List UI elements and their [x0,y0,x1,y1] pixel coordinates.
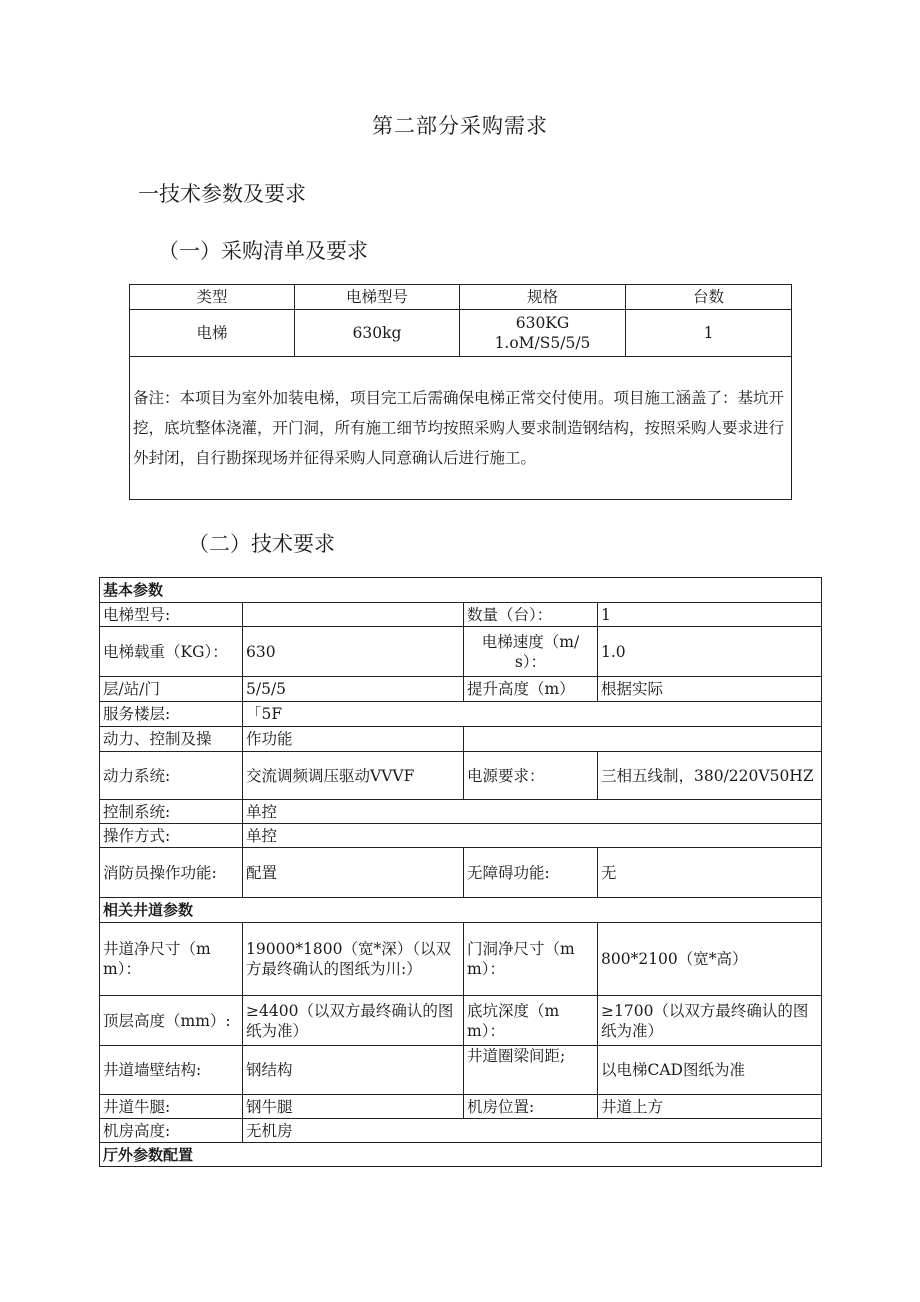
table-row [100,848,822,898]
header-spec: 规格 [460,285,626,310]
label-lift-height: 提升高度（m） [464,677,598,702]
label-accessibility: 无障碍功能: [464,848,598,898]
label-power-control: 动力、控制及操 [100,727,243,752]
label-elevator-model: 电梯型号: [100,603,243,627]
section-shaft-params: 相关井道参数 [100,898,822,923]
section-row-shaft [100,898,822,923]
label-top-height: 顶层高度（mm）: [100,996,243,1046]
header-type: 类型 [130,285,295,310]
value-top-height: ≥4400（以双方最终确认的图纸为准） [243,996,464,1046]
value-corbel: 钢牛腿 [243,1095,464,1119]
value-machine-room-pos: 井道上方 [598,1095,822,1119]
value-shaft-size: 19000*1800（宽*深）（以双方最终确认的图纸为川:） [243,923,464,996]
purchase-list-table [129,284,792,500]
label-ring-beam: 井道圈梁间距; [464,1046,598,1095]
table-row [100,824,822,848]
label-pit-depth: 底坑深度（mm）： [464,996,598,1046]
table-row [100,996,822,1046]
label-control-system: 控制系统: [100,800,243,824]
cell-count: 1 [626,310,792,357]
value-control-system: 单控 [243,800,822,824]
value-floors: 5/5/5 [243,677,464,702]
value-service-floors: 「5F [243,702,822,727]
value-elevator-model [243,603,464,627]
table-row [100,702,822,727]
value-ring-beam: 以电梯CAD图纸为准 [598,1046,822,1095]
label-speed: 电梯速度（m/s）： [464,627,598,677]
table-row [100,923,822,996]
label-firefighter: 消防员操作功能: [100,848,243,898]
value-speed: 1.0 [598,627,822,677]
table-row [100,1119,822,1143]
value-quantity: 1 [598,603,822,627]
header-count: 台数 [626,285,792,310]
table-row [100,727,822,752]
label-quantity: 数量（台）： [464,603,598,627]
section-heading-tech-params: 一技术参数及要求 [138,182,306,206]
spec-line-1: 630KG [515,314,570,332]
label-floors: 层/站/门 [100,677,243,702]
header-model: 电梯型号 [295,285,460,310]
value-wall-structure: 钢结构 [243,1046,464,1095]
subsection-heading-tech-requirements: （二）技术要求 [188,532,335,556]
value-door-size: 800*2100（宽*高） [598,923,822,996]
label-wall-structure: 井道墙壁结构: [100,1046,243,1095]
label-operation-mode: 操作方式: [100,824,243,848]
value-power-system: 交流调频调压驱动VVVF [243,752,464,800]
label-power-system: 动力系统: [100,752,243,800]
note-text: 备注：本项目为室外加装电梯，项目完工后需确保电梯正常交付使用。项目施工涵盖了：基坑开挖，底坑整体浇灌，开门洞，所有施工细节均按照采购人要求制造钢结构，按照采购人要求进行外封闭，自行勘探现场并征得采购人同意确认后进行施工。 [130,357,792,500]
empty-cell [464,727,822,752]
label-corbel: 井道牛腿: [100,1095,243,1119]
label-service-floors: 服务楼层: [100,702,243,727]
section-row-basic [100,578,822,603]
table-note-row [130,357,792,500]
label-power-control-cont: 作功能 [243,727,464,752]
value-accessibility: 无 [598,848,822,898]
table-row [100,627,822,677]
label-load: 电梯载重（KG）： [100,627,243,677]
page-title: 第二部分采购需求 [372,114,548,138]
value-power-supply: 三相五线制，380/220V50HZ [598,752,822,800]
subsection-heading-purchase-list: （一）采购清单及要求 [158,239,368,263]
section-row-hall [100,1143,822,1167]
label-machine-room-height: 机房高度: [100,1119,243,1143]
value-firefighter: 配置 [243,848,464,898]
label-door-size: 门洞净尺寸（mm）： [464,923,598,996]
label-power-supply: 电源要求： [464,752,598,800]
value-operation-mode: 单控 [243,824,822,848]
table-row [130,310,792,357]
value-pit-depth: ≥1700（以双方最终确认的图纸为准） [598,996,822,1046]
label-shaft-size: 井道净尺寸（mm）： [100,923,243,996]
table-row [100,603,822,627]
table-row [100,1046,822,1095]
value-load: 630 [243,627,464,677]
table-row [100,1095,822,1119]
section-hall-params: 厅外参数配置 [100,1143,822,1167]
tech-requirements-table [99,577,822,1167]
spec-line-2: 1.oM/S5/5/5 [494,334,591,352]
table-row [100,752,822,800]
cell-spec [460,310,626,357]
cell-model: 630kg [295,310,460,357]
table-header-row [130,285,792,310]
table-row [100,677,822,702]
section-basic-params: 基本参数 [100,578,822,603]
cell-type: 电梯 [130,310,295,357]
label-machine-room-pos: 机房位置: [464,1095,598,1119]
value-machine-room-height: 无机房 [243,1119,822,1143]
table-row [100,800,822,824]
value-lift-height: 根据实际 [598,677,822,702]
